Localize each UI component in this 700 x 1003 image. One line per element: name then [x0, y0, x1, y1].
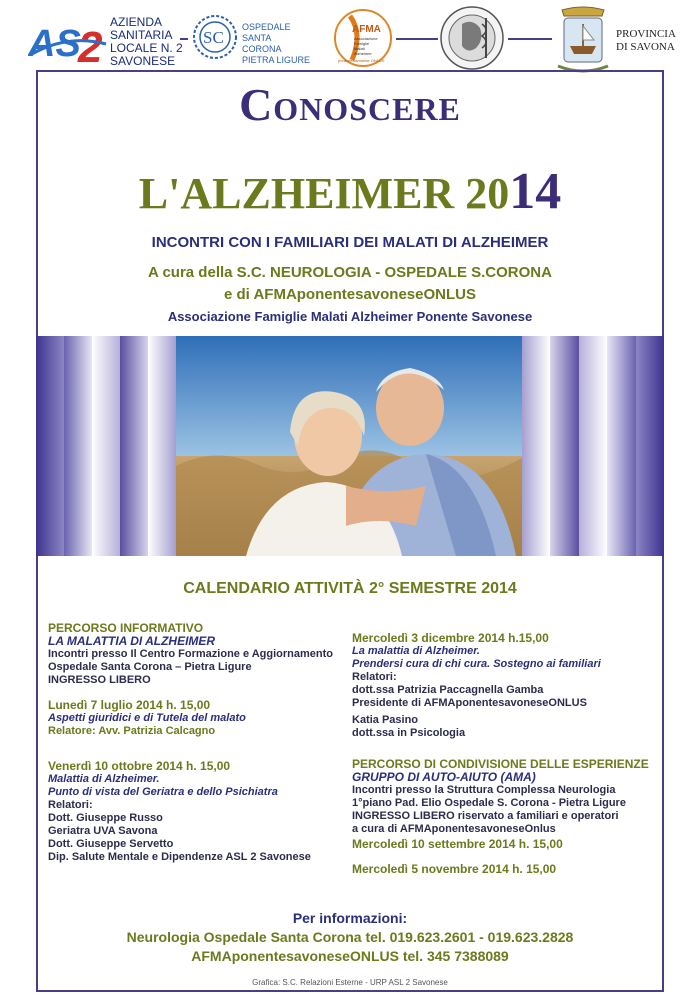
title-conoscere	[0, 78, 700, 131]
sc-seal-icon	[192, 12, 238, 62]
event1-date: Lunedì 7 luglio 2014 h. 15,00	[48, 698, 211, 712]
medical-seal-icon	[438, 4, 506, 72]
p1-line3: INGRESSO LIBERO	[48, 674, 151, 686]
stripes-left	[36, 336, 176, 556]
organizers-line3: Associazione Famiglie Malati Alzheimer Ponente Savonese	[167, 309, 533, 324]
organizers-line1: A cura della S.C. NEUROLOGIA - OSPEDALE S.CORONA	[148, 264, 552, 281]
ama-date1: Mercoledì 10 settembre 2014 h. 15,00	[352, 837, 563, 851]
logo-ordine-medici	[438, 4, 506, 72]
percorso-condivisione-head: PERCORSO DI CONDIVISIONE DELLE ESPERIENZE	[352, 757, 649, 771]
afma-line2: Famiglie	[354, 41, 370, 46]
event2-speakers-label: Relatori:	[48, 799, 93, 811]
percorso-informativo-title: LA MALATTIA DI ALZHEIMER	[48, 634, 216, 648]
percorso-informativo-head: PERCORSO INFORMATIVO	[48, 621, 204, 635]
event1-topic: Aspetti giuridici e di Tutela del malato	[48, 712, 246, 724]
event2-topic1: Malattia di Alzheimer.	[48, 773, 160, 785]
svg-text:SC: SC	[203, 28, 224, 47]
event2-date: Venerdì 10 ottobre 2014 h. 15,00	[48, 759, 231, 773]
title-alzheimer	[0, 162, 700, 221]
event2-topic2: Punto di vista del Geriatra e dello Psichiatra	[48, 786, 278, 798]
left-column	[48, 622, 348, 864]
sc-line2: SANTA CORONA	[242, 33, 282, 54]
percorso-condivisione-title: GRUPPO DI AUTO-AIUTO (AMA)	[352, 770, 536, 784]
p1-line2: Ospedale Santa Corona – Pietra Ligure	[48, 661, 252, 673]
provincia-line1: PROVINCIA	[616, 28, 676, 40]
asl-line1: AZIENDA	[110, 15, 163, 29]
asl-line3: LOCALE N. 2	[110, 41, 183, 55]
p2-line3: INGRESSO LIBERO riservato a familiari e operatori	[352, 810, 619, 822]
event2-role2: Dip. Salute Mentale e Dipendenze ASL 2 Savonese	[48, 851, 311, 863]
header-rule-mid	[396, 38, 438, 40]
afma-name: AFMA	[352, 24, 381, 35]
svg-text:AS: AS	[28, 23, 81, 65]
p1-line1: Incontri presso Il Centro Formazione e Aggiornamento	[48, 648, 334, 660]
svg-text:2: 2	[78, 23, 103, 70]
event2-role1: Geriatra UVA Savona	[48, 825, 158, 837]
asl-line2: SANITARIA	[110, 28, 173, 42]
ama-date2: Mercoledì 5 novembre 2014 h. 15,00	[352, 862, 557, 876]
event2-speaker1: Dott. Giuseppe Russo	[48, 812, 163, 824]
asl-line4: SAVONESE	[110, 54, 176, 68]
event2-speaker2: Dott. Giuseppe Servetto	[48, 838, 174, 850]
p2-line2: 1°piano Pad. Elio Ospedale S. Corona - Pietra Ligure	[352, 797, 626, 809]
logo-asl2	[28, 14, 188, 70]
event3-role2: dott.ssa in Psicologia	[352, 727, 466, 739]
asl2-mark-icon	[28, 14, 108, 70]
right-column	[352, 632, 658, 876]
event3-speaker2: Katia Pasino	[352, 714, 419, 726]
info-line2: AFMAponentesavoneseONLUS tel. 345 7388089	[191, 948, 509, 964]
afma-ring-text: ponentesavonese ONLUS	[338, 58, 385, 63]
p2-line4: a cura di AFMAponentesavoneseOnlus	[352, 823, 556, 835]
p2-line1: Incontri presso la Struttura Complessa Neurologia	[352, 784, 616, 796]
header-rule-left	[180, 38, 188, 40]
title-line2-year: 14	[509, 163, 562, 220]
afma-line1: Associazione	[354, 36, 378, 41]
graphic-credit: Grafica: S.C. Relazioni Esterne - URP ASL 2 Savonese	[252, 978, 448, 987]
organizers-line2: e di AFMAponentesavoneseONLUS	[224, 286, 476, 303]
subtitle: INCONTRI CON I FAMILIARI DEI MALATI DI ALZHEIMER	[151, 234, 549, 251]
event1-speaker: Relatore: Avv. Patrizia Calcagno	[48, 725, 216, 737]
logo-santa-corona	[192, 10, 312, 66]
info-line1: Neurologia Ospedale Santa Corona tel. 019.623.2601 - 019.623.2828	[126, 929, 574, 945]
event3-date: Mercoledì 3 dicembre 2014 h.15,00	[352, 631, 549, 645]
sc-line1: OSPEDALE	[242, 22, 291, 32]
event3-speaker1: dott.ssa Patrizia Paccagnella Gamba	[352, 684, 544, 696]
stripes-right	[522, 336, 664, 556]
title-line1: Conoscere	[239, 79, 461, 130]
event3-topic1: La malattia di Alzheimer.	[352, 645, 480, 657]
header-rule-right	[508, 38, 552, 40]
info-head: Per informazioni:	[292, 910, 408, 926]
event3-topic2: Prendersi cura di chi cura. Sostegno ai familiari	[352, 658, 601, 670]
event3-role1: Presidente di AFMAponentesavoneseONLUS	[352, 697, 587, 709]
sc-line3: PIETRA LIGURE	[242, 55, 311, 65]
afma-line4: Alzheimer	[354, 51, 372, 56]
logo-afma	[332, 4, 394, 70]
calendar-title: CALENDARIO ATTIVITÀ 2° SEMESTRE 2014	[183, 580, 517, 597]
event3-speakers-label: Relatori:	[352, 671, 397, 683]
title-line2-pre: L'ALZHEIMER 20	[138, 169, 510, 218]
couple-photo-icon	[176, 336, 522, 556]
afma-line3: Malati	[354, 46, 365, 51]
provincia-line2: DI SAVONA	[616, 41, 675, 53]
photo-elderly-couple	[176, 336, 522, 556]
